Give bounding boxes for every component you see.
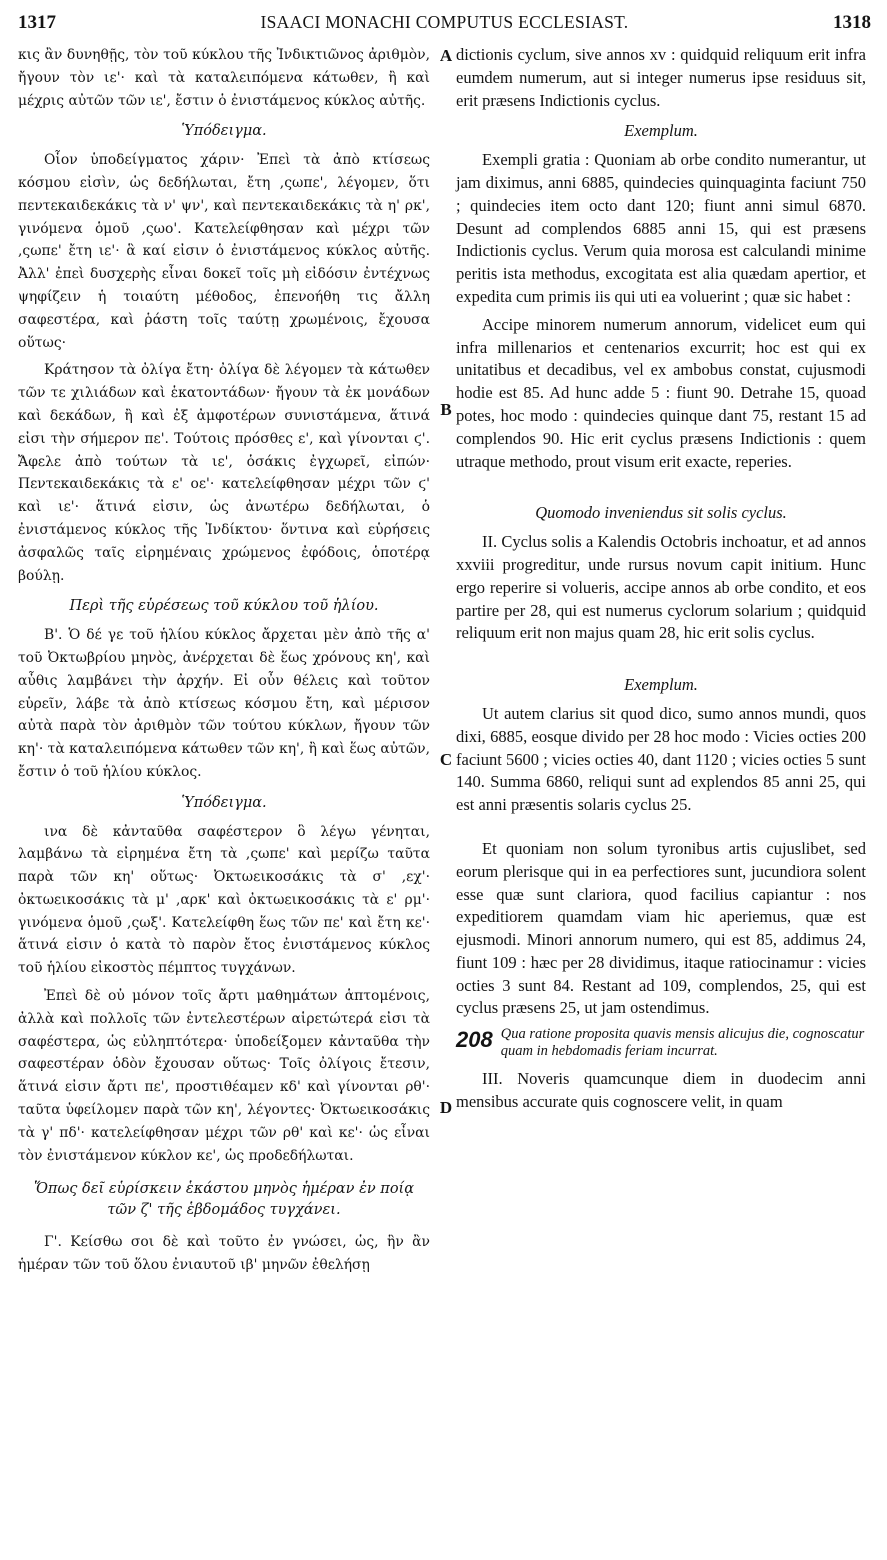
greek-paragraph-1: κις ἂν δυνηθῇς, τὸν τοῦ κύκλου τῆς Ἰνδικτιῶνος ἀριθμὸν, ἤγουν τὸν ιε'· καὶ τὰ καταλειπόμενα κάτωθεν, ἢ καὶ μέχρις αὐτῶν τῶν ιε', ἔστιν ὁ ἐνιστάμενος κύκλος αὐτῆς. xyxy=(18,47,430,109)
greek-column xyxy=(18,44,430,1282)
latin-paragraph-4: II. Cyclus solis a Kalendis Octobris inchoatur, et ad annos xxviii progreditur, unde rursus novum capit initium. Hunc ergo reperire si volueris, accipe annos ab orbe condito, et eos partire per 28, qui est numerus cyclorum solarium ; quidquid reliquum erit non majus quam 28, hic erit solis cyclus. xyxy=(456,532,866,643)
greek-heading-weekday: Ὅπως δεῖ εὑρίσκειν ἑκάστου μηνὸς ἡμέραν ἐν ποίᾳ τῶν ζ' τῆς ἑβδομάδος τυγχάνει. xyxy=(33,1181,415,1219)
margin-letter-a: A xyxy=(439,46,453,65)
right-page-number: 1318 xyxy=(833,12,871,33)
column-number-208: 208 xyxy=(456,1027,493,1053)
latin-paragraph-5: Ut autem clarius sit quod dico, sumo annos mundi, quos dixi, 6885, eosque divido per 28 hoc modo : Vicies octies 200 faciunt 5600 ; vicies octies 40, dant 1120 ; vicies octies 5 sunt 140. Summa 6860, reliqui sunt ad explendos 85 anni 25, qui est anni præsentis solaris cyclus 25. xyxy=(456,703,866,815)
latin-paragraph-3: Accipe minorem numerum annorum, videlicet eum qui infra millenarios et centenarios excurrit; hoc est qui ex unitatibus et decadibus, vel ex ambobus constat, cujusmodi hodie est 85. Ad hunc adde 5 : fiunt 90. Detrahe 15, quoad potes, hoc modo : quindecies quinque dant 75, restant 15 ad complendos 90. Hic erit cyclus præsens Indictionis : quem utraque methodo, prout visum erit exacte, reperies. xyxy=(456,314,866,471)
greek-heading-solar-cycle: Περὶ τῆς εὑρέσεως τοῦ κύκλου τοῦ ἡλίου. xyxy=(69,598,379,615)
greek-paragraph-5: ινα δὲ κἀνταῦθα σαφέστερον ὃ λέγω γένηται, λαμβάνω τὰ εἰρημένα ἔτη τὰ ,ςωπε' καὶ μερίζω ταῦτα παρὰ τῶν κη' οὕτως· Ὀκτωεικοσάκις τὰ σ' ,εχ'· ὀκτωεικοσάκις τὰ μ' ,αρκ' καὶ ὀκτωεικοσάκις τὰ ε' ρμ'· γινόμενα ὁμοῦ ,ςωξ'. Κατελείφθη ἕως τῶν πε' καὶ ἔτη κε'· ἅτινά εἰσιν ὁ κατὰ τὸ παρὸν ἔτος ἐνιστάμενος κύκλος τοῦ ἡλίου εἰκοστὸς πέμπτος τυγχάνων. xyxy=(18,823,430,977)
running-title: ISAACI MONACHI COMPUTUS ECCLESIAST. xyxy=(260,12,629,32)
margin-letter-b: B xyxy=(440,400,452,419)
left-page-number: 1317 xyxy=(18,12,56,33)
latin-paragraph-6: Et quoniam non solum tyronibus artis cujuslibet, sed eorum plerisque qui in ea perfectiores sunt, jucundiora solent esse quæ sunt clariora, quod facilius capiantur : nos expeditiorem quamdam viam hic aperiemus, quæ est ejusmodi. Minori annorum numero, qui est 85, addimus 24, fiunt 109 : hæc per 28 dividimus, itaque ratiocinamur : vicies octies 3 sunt 84. Restant ad 109, complendos, 25, qui est cyclus præsens 25, ut jam ostendimus. xyxy=(456,838,866,1018)
greek-heading-example-1: Ὑπόδειγμα. xyxy=(181,123,267,140)
margin-letter-c: C xyxy=(439,750,453,769)
latin-paragraph-1: dictionis cyclum, sive annos xv : quidquid reliquum erit infra eumdem numerum, aut si integer numerus ipse residuus sit, erit præsens Indictionis cyclus. xyxy=(456,45,866,110)
greek-paragraph-6: Ἐπεὶ δὲ οὐ μόνον τοῖς ἄρτι μαθημάτων ἁπτομένοις, ἀλλὰ καὶ πολλοῖς τῶν ἐντελεστέρων αἱρετώτερά εἰσι τὰ σαφέστερα, ὡς εὐληπτότερα· ὑποδείξομεν κἀνταῦθα τὴν σαφεστέραν ὁδὸν ἔχουσαν οὕτως· Τοῖς ὀλίγοις ἔτεσιν, ἅτινά εἰσιν ἄρτι πε', προστιθέαμεν κδ' καὶ γίνονται ρθ'· ταῦτα ὑφείλομεν παρὰ τῶν κη', λέγοντες· Ὀκτωεικοσάκις τὰ γ' πδ'· κατελείφθησαν μέχρι τῶν ρθ' καὶ κε'· ὡς εἶναι τὸν ἐνιστάμενον κύκλον κε', ὡς προδεδήλωται. xyxy=(18,988,430,1164)
latin-heading-weekday-block xyxy=(456,1026,866,1060)
latin-column xyxy=(456,44,866,1119)
greek-paragraph-3: Κράτησον τὰ ὀλίγα ἔτη· ὀλίγα δὲ λέγομεν τὰ κάτωθεν τῶν τε χιλιάδων καὶ ἑκατοντάδων· ἤγουν τὰ ἐκ μονάδων καὶ δεκάδων, ἢ καὶ ἐξ ἀμφοτέρων συνιστάμενα, ἅτινά εἰσι τὴν σήμερον πε'. Τούτοις πρόσθες ε', καὶ γίνονται ϛ'. Ἄφελε ἀπὸ τούτων τὰ ιε', ὁσάκις ἐγχωρεῖ, εἰπών· Πεντεκαιδεκάκις τὰ ε' οε'· κατελείφθησαν μέχρι τῶν ϛ' καὶ ιε'· ἅτινά εἰσιν, ὡς ἀνωτέρω δεδήλωται, ὁ ἐνιστάμενος κύκλος τῆς Ἰνδίκτου· ὅντινα καὶ εὑρήσεις ἀσφαλῶς ταῖς εἰρημέναις χρώμενος ἐφόδοις, ὁποτέρᾳ βούλῃ. xyxy=(18,362,430,584)
latin-paragraph-2: Exempli gratia : Quoniam ab orbe condito numerantur, ut jam diximus, anni 6885, quindecies quinquaginta faciunt 750 ; quindecies item octo dant 120; fiunt anni simul 6870. Desunt ad complendos 6885 anni 15, qui est præsens Indictionis cyclus. Verum quia morosa est calculandi minime peritis ista methodus, excogitata est alia quædam apertior, et expedita cum primis iis qui uti ea voluerint ; quæ sic habet : xyxy=(456,150,866,306)
greek-paragraph-4: Β'. Ὁ δέ γε τοῦ ἡλίου κύκλος ἄρχεται μὲν ἀπὸ τῆς α' τοῦ Ὀκτωβρίου μηνὸς, ἀνέρχεται δὲ ἕως χρόνους κη', καὶ αὖθις λαμβάνει τὴν ἀρχήν. Εἰ οὖν θέλεις καὶ τοῦτον εὑρεῖν, λάβε τὰ ἀπὸ κτίσεως κόσμου ἔτη, καὶ μέρισον αὐτὰ παρὰ τὸν ἀριθμὸν τῶν τούτου κύκλων, ἤγουν τῶν κη'· τὰ καταλειπόμενα κάτωθεν τῶν κη', ἢ καὶ ἕως αὐτῶν, ἔστιν ὁ τοῦ ἡλίου κύκλος. xyxy=(18,627,431,780)
page-header xyxy=(18,12,871,38)
latin-heading-example-1: Exemplum. xyxy=(624,121,698,141)
latin-heading-solar-cycle: Quomodo inveniendus sit solis cyclus. xyxy=(535,503,787,523)
latin-paragraph-7: III. Noveris quamcunque diem in duodecim anni mensibus accurate quis cognoscere velit, in quam xyxy=(456,1069,866,1112)
greek-heading-example-2: Ὑπόδειγμα. xyxy=(181,794,267,811)
latin-heading-weekday: Qua ratione proposita quavis mensis alicujus die, cognoscatur quam in hebdomadis feriam incurrat. xyxy=(500,1026,865,1060)
margin-letter-d: D xyxy=(439,1098,453,1117)
greek-paragraph-2: Οἷον ὑποδείγματος χάριν· Ἐπεὶ τὰ ἀπὸ κτίσεως κόσμου εἰσὶν, ὡς δεδήλωται, ἔτη ,ςωπε', λέγομεν, ὅτι πεντεκαιδεκάκις τὰ ν' ψν', καὶ πεντεκαιδεκάκις τὰ η' ρκ', γινόμενα ὁμοῦ ,ςωο'. Κατελείφθησαν καὶ μέχρι τῶν ,ςωπε' ἔτη ιε'· ἃ καί εἰσιν ὁ ἐνιστάμενος κύκλος αὐτῆς. Ἀλλ' ἐπεὶ δυσχερὴς εἶναι δοκεῖ τοῖς μὴ εἰδόσιν ἐντέχνως ψηφίζειν ἡ τοιαύτη μέθοδος, ἐπενοήθη τις ἄλλη σαφεστέρα, καὶ ῥάστη τοῖς ταύτῃ χρωμένοις, ἔχουσα οὕτως· xyxy=(18,152,430,351)
greek-paragraph-7: Γ'. Κείσθω σοι δὲ καὶ τοῦτο ἐν γνώσει, ὡς, ἣν ἂν ἡμέραν τῶν τοῦ ὅλου ἐνιαυτοῦ ιβ' μηνῶν ἐθελήσῃ xyxy=(18,1234,430,1274)
latin-heading-example-2: Exemplum. xyxy=(624,675,698,695)
